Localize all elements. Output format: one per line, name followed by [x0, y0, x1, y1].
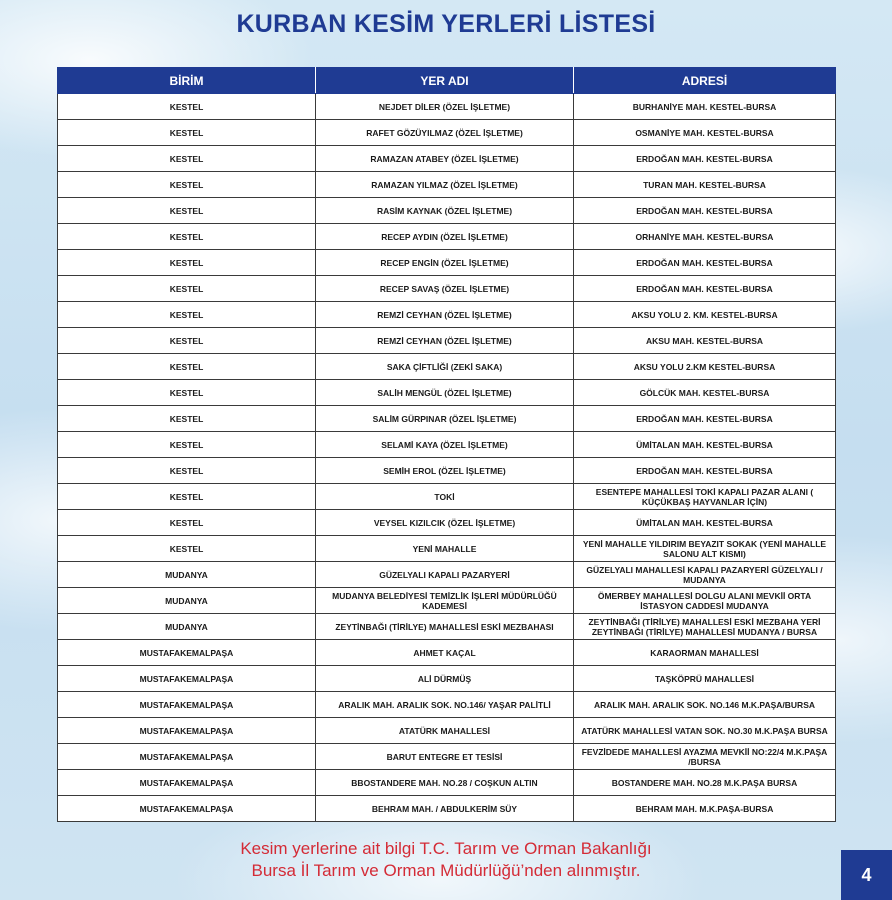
cell-place-name: SALİM GÜRPINAR (ÖZEL İŞLETME)	[316, 406, 574, 432]
cell-unit: KESTEL	[58, 302, 316, 328]
cell-address: FEVZİDEDE MAHALLESİ AYAZMA MEVKİİ NO:22/4 M.K.PAŞA /BURSA	[574, 744, 836, 770]
cell-place-name: REMZİ CEYHAN (ÖZEL İŞLETME)	[316, 328, 574, 354]
cell-unit: KESTEL	[58, 328, 316, 354]
cell-unit: KESTEL	[58, 120, 316, 146]
cell-address: ORHANİYE MAH. KESTEL-BURSA	[574, 224, 836, 250]
cell-place-name: SELAMİ KAYA (ÖZEL İŞLETME)	[316, 432, 574, 458]
cell-unit: MUDANYA	[58, 588, 316, 614]
table-row	[58, 614, 836, 640]
cell-address: OSMANİYE MAH. KESTEL-BURSA	[574, 120, 836, 146]
cell-address: ERDOĞAN MAH. KESTEL-BURSA	[574, 406, 836, 432]
table-row	[58, 510, 836, 536]
cell-place-name: RAFET GÖZÜYILMAZ (ÖZEL İŞLETME)	[316, 120, 574, 146]
cell-place-name: ALİ DÜRMÜŞ	[316, 666, 574, 692]
cell-place-name: RECEP ENGİN (ÖZEL İŞLETME)	[316, 250, 574, 276]
table-row	[58, 458, 836, 484]
cell-unit: KESTEL	[58, 510, 316, 536]
table-row	[58, 328, 836, 354]
table-row	[58, 406, 836, 432]
cell-address: GÖLCÜK MAH. KESTEL-BURSA	[574, 380, 836, 406]
column-header-address: ADRESİ	[574, 68, 836, 94]
table-row	[58, 666, 836, 692]
cell-place-name: GÜZELYALI KAPALI PAZARYERİ	[316, 562, 574, 588]
table-row	[58, 172, 836, 198]
table-row	[58, 380, 836, 406]
cell-place-name: RAMAZAN YILMAZ (ÖZEL İŞLETME)	[316, 172, 574, 198]
cell-address: BURHANİYE MAH. KESTEL-BURSA	[574, 94, 836, 120]
cell-address: ERDOĞAN MAH. KESTEL-BURSA	[574, 458, 836, 484]
slaughter-locations-table	[57, 67, 836, 822]
cell-address: AKSU MAH. KESTEL-BURSA	[574, 328, 836, 354]
cell-address: KARAORMAN MAHALLESİ	[574, 640, 836, 666]
cell-place-name: RECEP SAVAŞ (ÖZEL İŞLETME)	[316, 276, 574, 302]
cell-address: BEHRAM MAH. M.K.PAŞA-BURSA	[574, 796, 836, 822]
cell-unit: MUSTAFAKEMALPAŞA	[58, 744, 316, 770]
table-row	[58, 796, 836, 822]
cell-place-name: REMZİ CEYHAN (ÖZEL İŞLETME)	[316, 302, 574, 328]
table-header-row	[58, 68, 836, 94]
cell-address: ERDOĞAN MAH. KESTEL-BURSA	[574, 276, 836, 302]
cell-address: ÖMERBEY MAHALLESİ DOLGU ALANI MEVKİİ ORTA İSTASYON CADDESİ MUDANYA	[574, 588, 836, 614]
cell-place-name: SAKA ÇİFTLİĞİ (ZEKİ SAKA)	[316, 354, 574, 380]
cell-place-name: YENİ MAHALLE	[316, 536, 574, 562]
table-row	[58, 562, 836, 588]
cell-unit: KESTEL	[58, 406, 316, 432]
cell-address: ESENTEPE MAHALLESİ TOKİ KAPALI PAZAR ALANI ( KÜÇÜKBAŞ HAYVANLAR İÇİN)	[574, 484, 836, 510]
cell-place-name: ZEYTİNBAĞI (TİRİLYE) MAHALLESİ ESKİ MEZBAHASI	[316, 614, 574, 640]
cell-address: YENİ MAHALLE YILDIRIM BEYAZIT SOKAK (YENİ MAHALLE SALONU ALT KISMI)	[574, 536, 836, 562]
source-note	[0, 838, 892, 882]
cell-address: ERDOĞAN MAH. KESTEL-BURSA	[574, 198, 836, 224]
table-body	[58, 94, 836, 822]
cell-unit: KESTEL	[58, 484, 316, 510]
cell-address: ÜMİTALAN MAH. KESTEL-BURSA	[574, 432, 836, 458]
table-row	[58, 432, 836, 458]
table-row	[58, 640, 836, 666]
cell-address: ATATÜRK MAHALLESİ VATAN SOK. NO.30 M.K.PAŞA BURSA	[574, 718, 836, 744]
table-row	[58, 536, 836, 562]
cell-unit: MUSTAFAKEMALPAŞA	[58, 718, 316, 744]
table-row	[58, 692, 836, 718]
table-row	[58, 250, 836, 276]
cell-place-name: AHMET KAÇAL	[316, 640, 574, 666]
cell-place-name: TOKİ	[316, 484, 574, 510]
page-number: 4	[841, 850, 892, 900]
source-note-line-1: Kesim yerlerine ait bilgi T.C. Tarım ve Orman Bakanlığı	[240, 839, 652, 858]
column-header-place-name: YER ADI	[316, 68, 574, 94]
cell-unit: KESTEL	[58, 146, 316, 172]
table-row	[58, 276, 836, 302]
table-row	[58, 484, 836, 510]
cell-place-name: ARALIK MAH. ARALIK SOK. NO.146/ YAŞAR PALİTLİ	[316, 692, 574, 718]
cell-place-name: SEMİH EROL (ÖZEL İŞLETME)	[316, 458, 574, 484]
cell-unit: KESTEL	[58, 224, 316, 250]
cell-unit: KESTEL	[58, 354, 316, 380]
cell-place-name: NEJDET DİLER (ÖZEL İŞLETME)	[316, 94, 574, 120]
cell-unit: KESTEL	[58, 458, 316, 484]
table-row	[58, 146, 836, 172]
cell-address: ERDOĞAN MAH. KESTEL-BURSA	[574, 146, 836, 172]
cell-address: ERDOĞAN MAH. KESTEL-BURSA	[574, 250, 836, 276]
table-row	[58, 198, 836, 224]
cell-unit: KESTEL	[58, 380, 316, 406]
table-row	[58, 94, 836, 120]
cell-unit: MUDANYA	[58, 614, 316, 640]
cell-place-name: BBOSTANDERE MAH. NO.28 / COŞKUN ALTIN	[316, 770, 574, 796]
table-row	[58, 744, 836, 770]
cell-unit: MUSTAFAKEMALPAŞA	[58, 796, 316, 822]
cell-unit: KESTEL	[58, 536, 316, 562]
cell-unit: KESTEL	[58, 250, 316, 276]
cell-unit: KESTEL	[58, 276, 316, 302]
cell-unit: MUSTAFAKEMALPAŞA	[58, 666, 316, 692]
cell-address: ARALIK MAH. ARALIK SOK. NO.146 M.K.PAŞA/BURSA	[574, 692, 836, 718]
table-row	[58, 588, 836, 614]
cell-place-name: BEHRAM MAH. / ABDULKERİM SÜY	[316, 796, 574, 822]
cell-place-name: SALİH MENGÜL (ÖZEL İŞLETME)	[316, 380, 574, 406]
table-row	[58, 354, 836, 380]
cell-address: ZEYTİNBAĞI (TİRİLYE) MAHALLESİ ESKİ MEZBAHA YERİ ZEYTİNBAĞI (TİRİLYE) MAHALLESİ MUDANYA / BURSA	[574, 614, 836, 640]
cell-address: AKSU YOLU 2. KM. KESTEL-BURSA	[574, 302, 836, 328]
cell-unit: MUSTAFAKEMALPAŞA	[58, 640, 316, 666]
cell-place-name: VEYSEL KIZILCIK (ÖZEL İŞLETME)	[316, 510, 574, 536]
cell-address: GÜZELYALI MAHALLESİ KAPALI PAZARYERİ GÜZELYALI / MUDANYA	[574, 562, 836, 588]
cell-unit: MUSTAFAKEMALPAŞA	[58, 770, 316, 796]
cell-place-name: RECEP AYDIN (ÖZEL İŞLETME)	[316, 224, 574, 250]
cell-address: TURAN MAH. KESTEL-BURSA	[574, 172, 836, 198]
table-row	[58, 770, 836, 796]
cell-unit: KESTEL	[58, 172, 316, 198]
cell-place-name: MUDANYA BELEDİYESİ TEMİZLİK İŞLERİ MÜDÜRLÜĞÜ KADEMESİ	[316, 588, 574, 614]
table-row	[58, 302, 836, 328]
cell-address: AKSU YOLU 2.KM KESTEL-BURSA	[574, 354, 836, 380]
cell-place-name: ATATÜRK MAHALLESİ	[316, 718, 574, 744]
cell-place-name: BARUT ENTEGRE ET TESİSİ	[316, 744, 574, 770]
column-header-unit: BİRİM	[58, 68, 316, 94]
cell-place-name: RASİM KAYNAK (ÖZEL İŞLETME)	[316, 198, 574, 224]
table-row	[58, 120, 836, 146]
cell-unit: MUDANYA	[58, 562, 316, 588]
table-row	[58, 224, 836, 250]
cell-unit: KESTEL	[58, 94, 316, 120]
page-title: KURBAN KESİM YERLERİ LİSTESİ	[236, 10, 656, 38]
table-row	[58, 718, 836, 744]
cell-address: TAŞKÖPRÜ MAHALLESİ	[574, 666, 836, 692]
cell-unit: KESTEL	[58, 198, 316, 224]
cell-address: ÜMİTALAN MAH. KESTEL-BURSA	[574, 510, 836, 536]
cell-unit: MUSTAFAKEMALPAŞA	[58, 692, 316, 718]
cell-address: BOSTANDERE MAH. NO.28 M.K.PAŞA BURSA	[574, 770, 836, 796]
cell-place-name: RAMAZAN ATABEY (ÖZEL İŞLETME)	[316, 146, 574, 172]
source-note-line-2: Bursa İl Tarım ve Orman Müdürlüğü’nden alınmıştır.	[251, 861, 641, 880]
cell-unit: KESTEL	[58, 432, 316, 458]
